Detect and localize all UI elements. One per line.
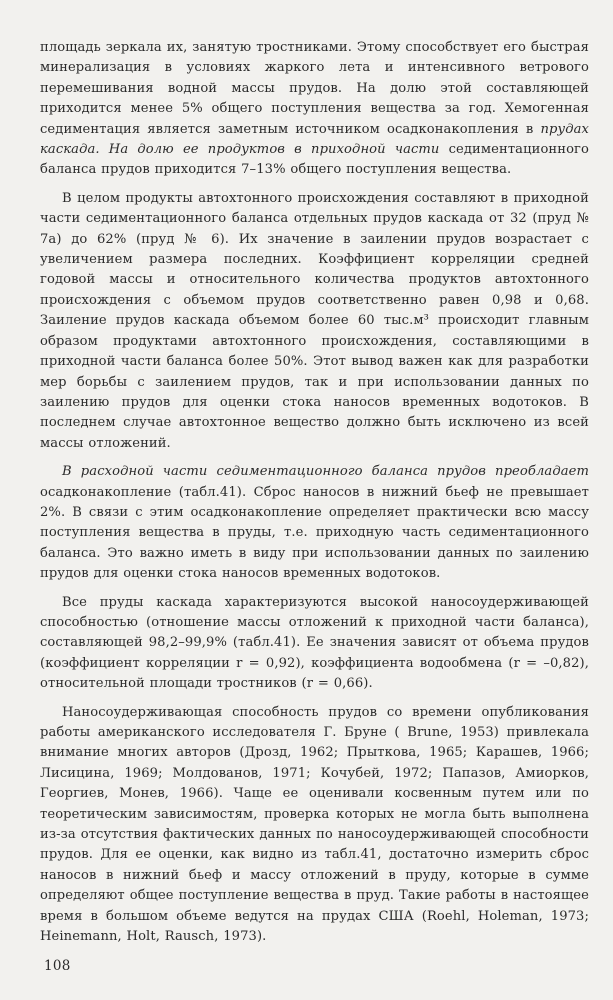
body-text xyxy=(40,38,589,947)
paragraph-1 xyxy=(40,38,589,181)
paragraph-5-text: Наносоудерживающая способность прудов со времени опубликования работы американского исследователя Г. Бруне ( Brune, 1953) привлекала внимание многих авторов (Дрозд, 1962; Прыткова, 1965; Карашев, 1966; Лисицина, 1969; Молдованов, 1971; Кочубей, 1972; Папазов, Амиорков, Георгиев, Монев, 1966). Чаще ее оценивали косвенным путем или по теоретическим зависимостям, проверка которых не могла быть выполнена из-за отсутствия фактических данных по наносоудерживающей способности прудов. Для ее оценки, как видно из табл.41, достаточно измерить сброс наносов в нижний бьеф и массу отложений в пруду, которые в сумме определяют общее поступление вещества в пруд. Такие работы в настоящее время в большом объеме ведутся на прудах США (Roehl, Holeman, 1973; Heinemann, Holt, Rausch, 1973). xyxy=(40,704,589,945)
paragraph-2 xyxy=(40,189,589,454)
paragraph-3 xyxy=(40,462,589,584)
paragraph-4 xyxy=(40,593,589,695)
paragraph-1-text-end: седиментационного баланса прудов приходится 7–13% общего поступления вещества. xyxy=(40,142,590,178)
paragraph-5 xyxy=(40,703,589,948)
paragraph-4-text: Все пруды каскада характеризуются высокой наносоудерживающей способностью (отношение массы отложений к приходной части баланса), составляющей 98,2–99,9% (табл.41). Ее значения зависят от объема прудов (коэффициент корреляции r = 0,92), коэффициента водообмена (r = –0,82), относительной площади тростников (r = 0,66). xyxy=(40,594,589,692)
paragraph-3-italic: В расходной части седиментационного баланса прудов преобладает xyxy=(62,464,589,480)
paragraph-1-italic: прудах каскада. На долю ее продуктов в приходной части xyxy=(40,121,589,158)
paragraph-2-text: В целом продукты автохтонного происхождения составляют в приходной части седиментационного баланса отдельных прудов каскада от 32 (пруд № 7а) до 62% (пруд № 6). Их значение в заилении прудов возрастает с увеличением размера последних. Коэффициент корреляции средней годовой массы и относительного количества продуктов автохтонного происхождения с объемом прудов соответственно равен 0,98 и 0,68. Заиление прудов каскада объемом более 60 тыс.м³ происходит главным образом продуктами автохтонного происхождения, составляющими в приходной части баланса более 50%. Этот вывод важен как для разработки мер борьбы с заилением прудов, так и при использовании данных по заилению прудов для оценки стока наносов временных водотоков. В последнем случае автохтонное вещество должно быть исключено из всей массы отложений. xyxy=(40,190,589,451)
paragraph-3-text: осадконакопление (табл.41). Сброс наносов в нижний бьеф не превышает 2%. В связи с этим осадконакопление определяет практически всю массу поступления вещества в пруды, т.е. приходную часть седиментационного баланса. Это важно иметь в виду при использовании данных по заилению прудов для оценки стока наносов временных водотоков. xyxy=(40,484,589,582)
page-number: 108 xyxy=(44,958,71,974)
paragraph-1-text: площадь зеркала их, занятую тростниками. Этому способствует его быстрая минерализация в условиях жаркого лета и интенсивного ветрового перемешивания водной массы прудов. На долю этой составляющей приходится менее 5% общего поступления вещества за год. Хемогенная седиментация является заметным источником осадконакопления в xyxy=(40,40,589,137)
